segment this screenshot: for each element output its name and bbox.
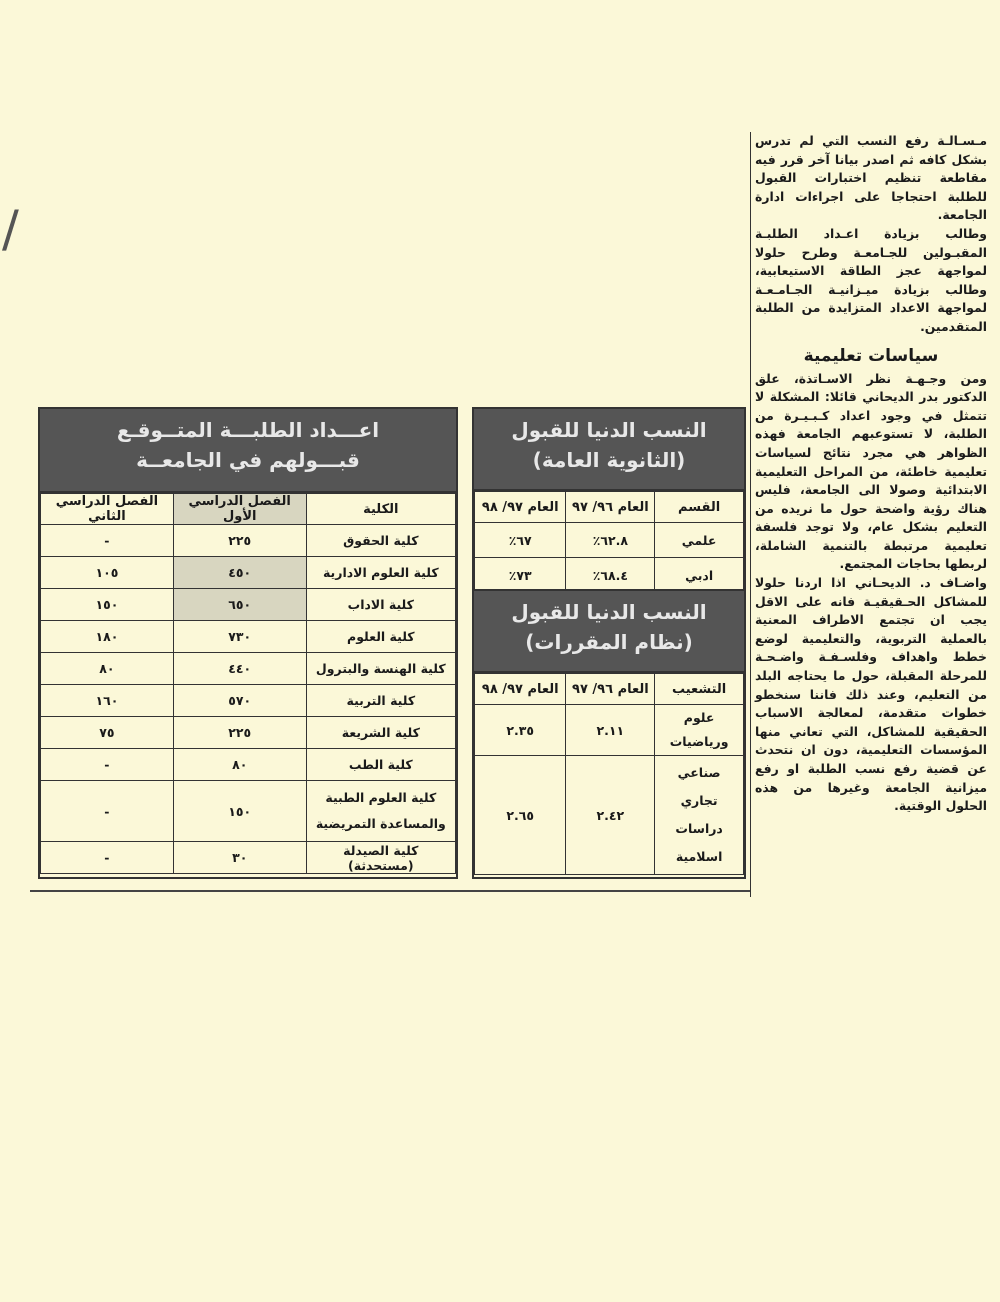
- second-semester-value: ٨٠: [41, 653, 174, 685]
- table-row: [475, 523, 744, 558]
- table-row: [475, 705, 744, 756]
- article-paragraph: وطالب بزيادة اعـداد الطلبـة المقبـولين للجـامعـة وطرح حلولا لمواجهة عجز الطاقة الاستيعابية، وطالب بزيادة ميـزانيـة الجـامـعـة لمواجهة الاعداد المتزايدة من الطلبة المتقدمين.: [755, 225, 987, 334]
- article-paragraph: مـسـالـة رفع النسب التي لم تدرس بشكل كافه ثم اصدر بيانا آخر قرر فيه مقاطعة تنظيم اختبارات القبول للطلبة احتجاجا على اجراءات ادارة الجامعة.: [755, 133, 987, 223]
- courses-table: [474, 673, 744, 875]
- year-1-value: ٢.٤٢: [566, 756, 655, 875]
- margin-mark: ∕: [2, 200, 19, 258]
- courses-table-title: [474, 591, 744, 673]
- first-semester-value: ١٥٠: [173, 781, 306, 842]
- college-name: كلية العلوم الطبية والمساعدة التمريضية: [306, 781, 455, 842]
- first-semester-value: ٤٥٠: [173, 557, 306, 589]
- college-name: كلية الطب: [306, 749, 455, 781]
- first-semester-value: ٨٠: [173, 749, 306, 781]
- second-semester-value: -: [41, 842, 174, 874]
- second-semester-value: ١٦٠: [41, 685, 174, 717]
- branch-name: صناعي تجاري دراسات اسلامية: [655, 756, 744, 875]
- article-paragraph: واضـاف د. الديحـاني اذا اردنا حلولا للمشاكل الحـقيقيـة فانه على الاقل يجب ان تجتمع الاطراف المعنية بالعملية التربوية، والتعليمية لوضع خطط واهداف وفلسـفـة واضـحـة للمرحلة المقبلة، حول ما يحتاجه البلد من التعليم، وعند ذلك فاننا سنخطو خطوات متقدمة، لمعالجة الاسباب الحقيقية للمشاكل، التي تعاني منها المؤسسات التعليمية، دون ان نتحدث عن قضية رفع نسب الطلبة او رفع ميزانية الجامعة وغيرها من هذه الحلول الوقتية.: [755, 575, 987, 814]
- branch-name: علوم ورياضيات: [655, 705, 744, 756]
- article-paragraph: ومن وجـهـة نظر الاسـاتذة، علق الدكتور بدر الديحاني قائلا: المشكلة لا تتمثل في وجود اعداد كـبـيـرة من الطلبة، لا تستوعبهم الجامعة فهذه الظواهر هي مجرد نتائج لسياسات تعليمية خاطئة، من المراحل التعليمية الابتدائية وصولا الى الجامعة، فليس هناك رؤية واضحة حول ما نريده من التعليم بشكل عام، ولا توجد فلسفة تعليمية مرتبطة بالتنمية الشاملة، لربطها بحاجات المجتمع.: [755, 370, 987, 572]
- table-row: [41, 525, 456, 557]
- table-header-row: [41, 494, 456, 525]
- second-semester-value: ١٨٠: [41, 621, 174, 653]
- table-row: [41, 842, 456, 874]
- header-branch: التشعيب: [655, 674, 744, 705]
- colleges-table: [40, 493, 456, 874]
- college-name: كلية العلوم الادارية: [306, 557, 455, 589]
- year-2-value: ٧٣٪: [475, 558, 566, 593]
- table-row: [41, 717, 456, 749]
- college-name: كلية التربية: [306, 685, 455, 717]
- first-semester-value: ٣٠: [173, 842, 306, 874]
- colleges-table-box: [38, 407, 458, 879]
- first-semester-value: ٦٥٠: [173, 589, 306, 621]
- year-2-value: ٢.٣٥: [475, 705, 566, 756]
- courses-title-line2: (نظام المقررات): [525, 630, 693, 654]
- year-1-value: ٦٨.٤٪: [566, 558, 655, 593]
- secondary-table-box: [472, 407, 746, 591]
- table-row: [475, 756, 744, 875]
- first-semester-value: ٥٧٠: [173, 685, 306, 717]
- year-2-value: ٦٧٪: [475, 523, 566, 558]
- colleges-title-line2: قبـــولهم في الجامعــة: [136, 448, 360, 472]
- college-name: كلية العلوم: [306, 621, 455, 653]
- college-name: كلية الحقوق: [306, 525, 455, 557]
- table-row: [41, 781, 456, 842]
- courses-title-line1: النسب الدنيا للقبول: [511, 600, 707, 624]
- table-row: [41, 589, 456, 621]
- first-semester-value: ٤٤٠: [173, 653, 306, 685]
- second-semester-value: ٧٥: [41, 717, 174, 749]
- header-second-semester: الفصل الدراسي الثاني: [41, 494, 174, 525]
- secondary-table: [474, 491, 744, 593]
- first-semester-value: ٧٣٠: [173, 621, 306, 653]
- colleges-table-title: [40, 409, 456, 493]
- secondary-title-line1: النسب الدنيا للقبول: [511, 418, 707, 442]
- second-semester-value: -: [41, 781, 174, 842]
- table-row: [41, 749, 456, 781]
- year-2-value: ٢.٦٥: [475, 756, 566, 875]
- college-name: كلية الشريعة: [306, 717, 455, 749]
- table-row: [41, 653, 456, 685]
- colleges-title-line1: اعـــداد الطلبـــة المتــوقـع: [116, 418, 380, 442]
- first-semester-value: ٢٢٥: [173, 525, 306, 557]
- column-divider: [750, 132, 751, 897]
- article-subheading: سياسات تعليمية: [803, 345, 939, 366]
- table-header-row: [475, 674, 744, 705]
- secondary-table-title: [474, 409, 744, 491]
- year-1-value: ٦٢.٨٪: [566, 523, 655, 558]
- header-section: القسم: [655, 492, 744, 523]
- second-semester-value: -: [41, 525, 174, 557]
- second-semester-value: -: [41, 749, 174, 781]
- header-year-1: العام ٩٦/ ٩٧: [566, 492, 655, 523]
- college-name: كلية الهنسة والبترول: [306, 653, 455, 685]
- second-semester-value: ١٠٥: [41, 557, 174, 589]
- article-column: [755, 132, 987, 816]
- second-semester-value: ١٥٠: [41, 589, 174, 621]
- section-name: ادبي: [655, 558, 744, 593]
- header-year-2: العام ٩٧/ ٩٨: [475, 492, 566, 523]
- secondary-title-line2: (الثانوية العامة): [532, 448, 686, 472]
- header-year-2: العام ٩٧/ ٩٨: [475, 674, 566, 705]
- header-first-semester: الفصل الدراسي الأول: [173, 494, 306, 525]
- table-row: [41, 685, 456, 717]
- college-name: كلية الصيدلة (مستحدثة): [306, 842, 455, 874]
- table-row: [41, 557, 456, 589]
- courses-table-box: [472, 589, 746, 879]
- bottom-divider: [30, 890, 750, 892]
- table-row: [41, 621, 456, 653]
- table-row: [475, 558, 744, 593]
- college-name: كلية الاداب: [306, 589, 455, 621]
- first-semester-value: ٢٢٥: [173, 717, 306, 749]
- header-year-1: العام ٩٦/ ٩٧: [566, 674, 655, 705]
- header-college: الكلية: [306, 494, 455, 525]
- table-header-row: [475, 492, 744, 523]
- section-name: علمي: [655, 523, 744, 558]
- year-1-value: ٢.١١: [566, 705, 655, 756]
